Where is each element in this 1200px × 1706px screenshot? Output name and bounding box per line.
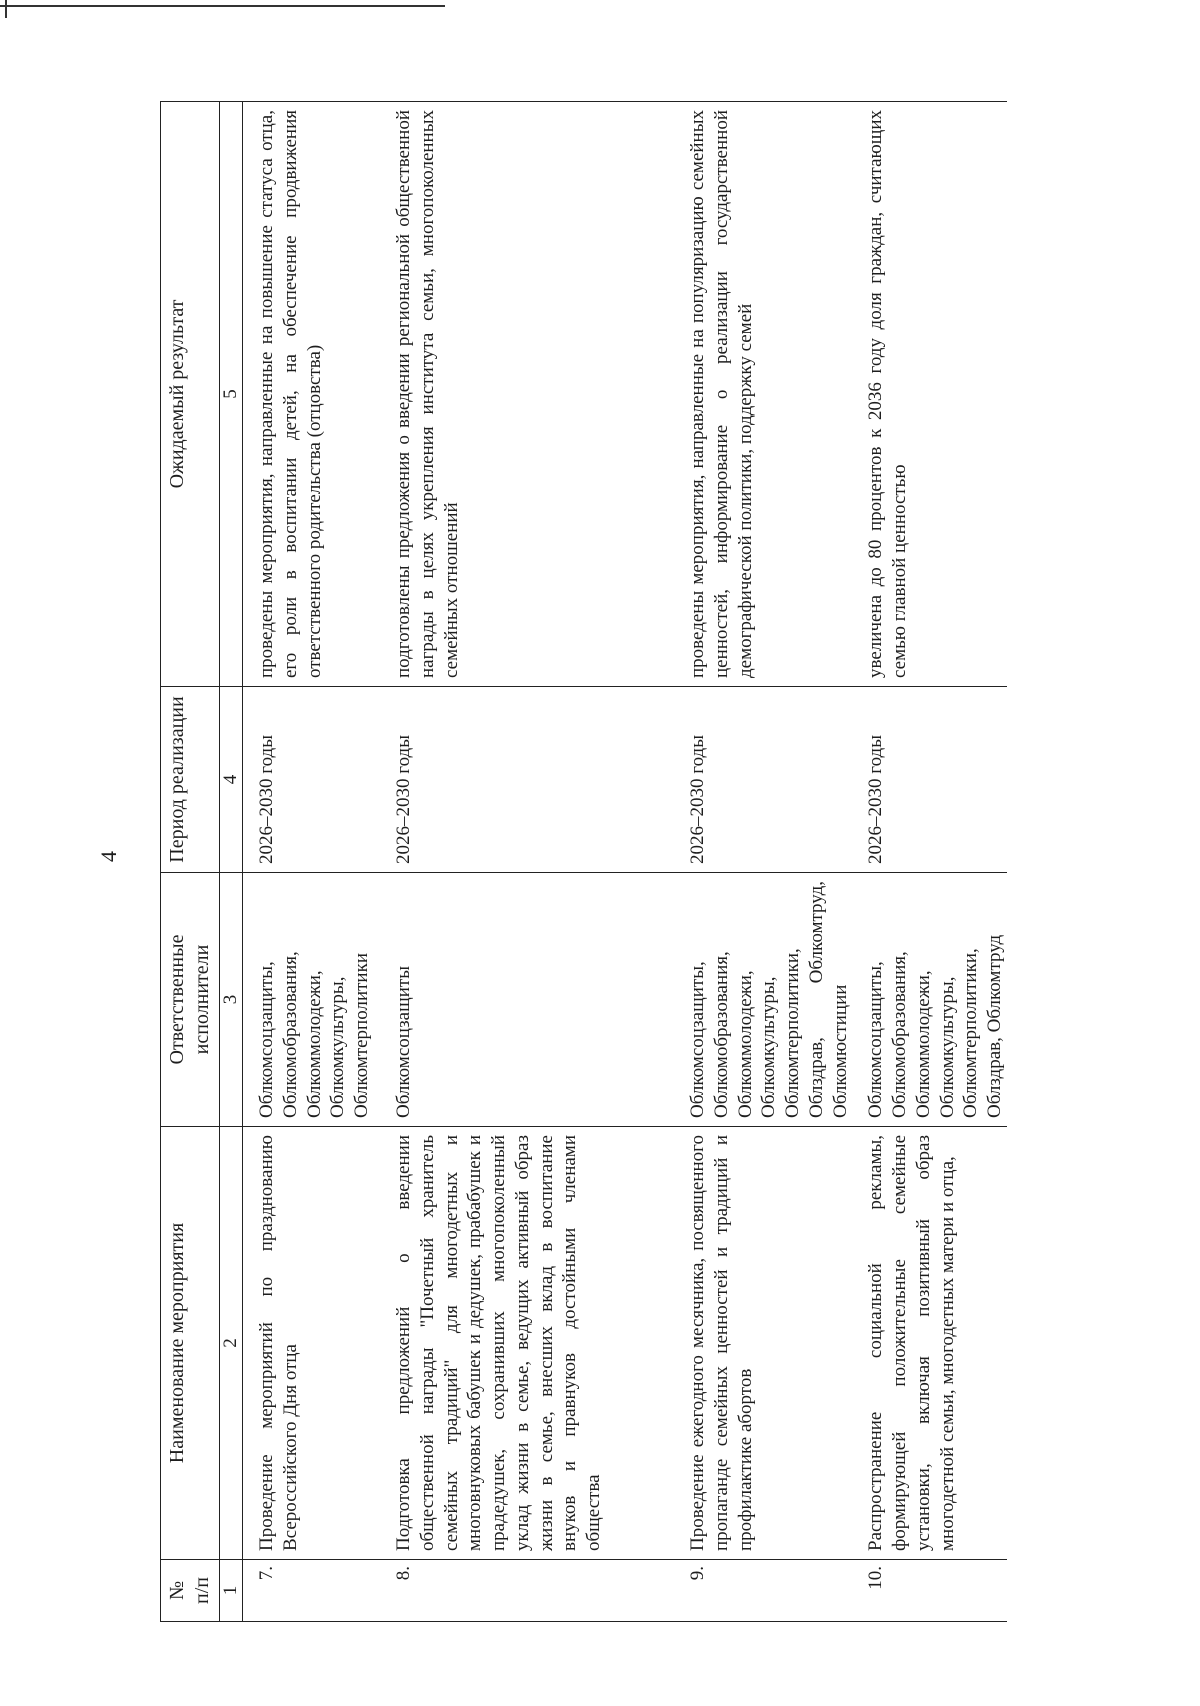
period: 2026–2030 годы: [380, 687, 674, 873]
header-expected-result: Ожидаемый результат: [161, 102, 220, 687]
activity-name: Проведение мероприятий по празднованию Всероссийского Дня отца: [243, 1127, 381, 1560]
expected-result: проведены мероприятия, направленные на популяризацию семейных ценностей, информирование о реализации государственной демографической политики, поддержку семей: [674, 102, 852, 687]
activity-name: Распространение социальной рекламы, формирующей положительные семейные установки, включая позитивный образ многодетной семьи, многодетных матери и отца,: [852, 1127, 1007, 1560]
activity-name: Подготовка предложений о введении общественной награды "Почетный хранитель семейных традиций" для многодетных и многовнуковых бабушек и дедушек, прабабушек и прадедушек, сохранивших многопоколенный уклад жизни в семье, ведущих активный образ жизни в семье, внесших вклад в воспитание внуков и правнуков достойными членами общества: [380, 1127, 674, 1560]
period: 2026–2030 годы: [674, 687, 852, 873]
activities-table: [160, 101, 1007, 1622]
row-number: 8.: [380, 1560, 674, 1622]
rotated-table-container: [160, 102, 1036, 1622]
table-row: [380, 102, 674, 1622]
header-period: Период реализации: [161, 687, 220, 873]
row-number: 9.: [674, 1560, 852, 1622]
executors: Облкомсоцзащиты, Облкомобразования, Облкоммолодежи, Облкомкультуры, Облкомтерполитики, Облздрав, Облкомтруд, Облкомюстиции: [674, 873, 852, 1127]
column-number-row: [220, 102, 243, 1622]
activity-name: Проведение ежегодного месячника, посвященного пропаганде семейных ценностей и традиций и профилактике абортов: [674, 1127, 852, 1560]
table-row: [243, 102, 381, 1622]
executors: Облкомсоцзащиты, Облкомобразования, Облкоммолодежи, Облкомкультуры, Облкомтерполитики, Облздрав, Облкомтруд: [852, 873, 1007, 1127]
row-number: 7.: [243, 1560, 381, 1622]
header-number: № п/п: [161, 1560, 220, 1622]
table-row: [852, 102, 1007, 1622]
column-number: 2: [220, 1127, 243, 1560]
expected-result: проведены мероприятия, направленные на повышение статуса отца, его роли в воспитании детей, на обеспечение продвижения ответственного родительства (отцовства): [243, 102, 381, 687]
period: 2026–2030 годы: [852, 687, 1007, 873]
header-activity-name: Наименование мероприятия: [161, 1127, 220, 1560]
row-number: 10.: [852, 1560, 1007, 1622]
period: 2026–2030 годы: [243, 687, 381, 873]
table-header-row: [161, 102, 220, 1622]
expected-result: увеличена до 80 процентов к 2036 году доля граждан, считающих семью главной ценностью: [852, 102, 1007, 687]
page-number: 4: [96, 851, 121, 862]
column-number: 3: [220, 873, 243, 1127]
executors: Облкомсоцзащиты: [380, 873, 674, 1127]
scan-edge-line: [0, 5, 445, 7]
column-number: 4: [220, 687, 243, 873]
column-number: 1: [220, 1560, 243, 1622]
expected-result: подготовлены предложения о введении региональной общественной награды в целях укрепления института семьи, многопоколенных семейных отношений: [380, 102, 674, 687]
column-number: 5: [220, 102, 243, 687]
header-executors: Ответственные исполнители: [161, 873, 220, 1127]
table-row: [674, 102, 852, 1622]
scan-edge-mark: [5, 0, 7, 18]
executors: Облкомсоцзащиты, Облкомобразования, Облкоммолодежи, Облкомкультуры, Облкомтерполитики: [243, 873, 381, 1127]
